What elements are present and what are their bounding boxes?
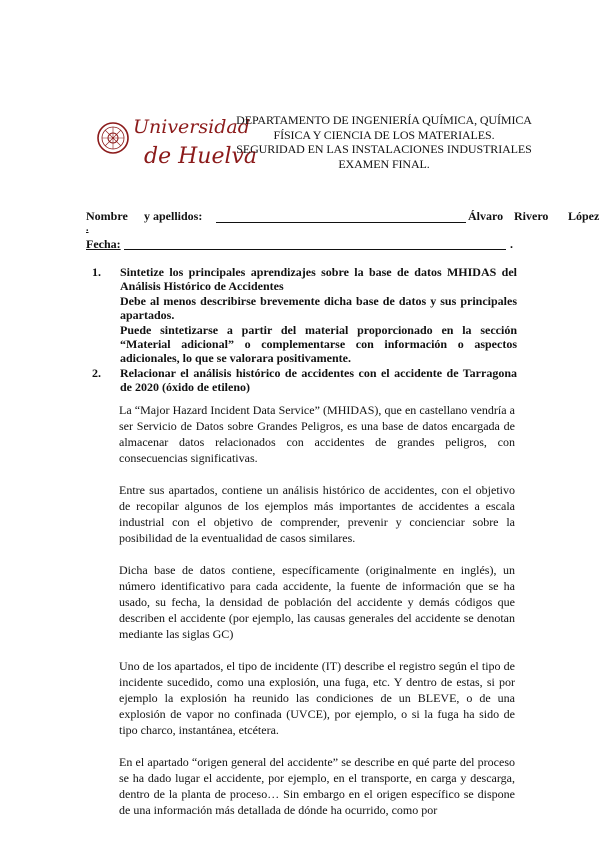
date-field-row: [86, 237, 514, 252]
name-dot: .: [86, 223, 89, 234]
header-line-2: FÍSICA Y CIENCIA DE LOS MATERIALES.: [273, 127, 495, 142]
answer-paragraph: Entre sus apartados, contiene un análisis histórico de accidentes, con el objetivo de recopilar algunos de los ejemplos más importantes de accidentes a escala industrial con el objetivo de comprender, prevenir y concienciar sobre la posibilidad de la eventualidad de casos similares.: [119, 483, 515, 545]
question-text: Puede sintetizarse a partir del material proporcionado en la sección “Material adicional” o complementarse con información o aspectos adicionales, lo que se valorara positivamente.: [120, 322, 517, 366]
question-text: Debe al menos describirse brevemente dicha base de datos y sus principales apartados.: [120, 293, 517, 323]
document-header: [224, 113, 544, 171]
date-underline: [124, 249, 506, 250]
question-2: [92, 366, 517, 395]
surname-label: y apellidos:: [144, 209, 203, 223]
first-name-value: Álvaro: [468, 209, 504, 223]
date-label: Fecha:: [86, 237, 121, 251]
header-line-1: DEPARTAMENTO DE INGENIERÍA QUÍMICA, QUÍMICA: [236, 113, 532, 127]
question-number: 1.: [92, 265, 101, 279]
question-number: 2.: [92, 365, 101, 380]
question-text: Relacionar el análisis histórico de accidentes con el accidente de Tarragona de 2020 (óxido de etileno): [120, 365, 517, 395]
logo-line2: de Huelva: [144, 144, 258, 169]
name-label: Nombre: [86, 209, 128, 223]
university-seal-icon: [96, 100, 258, 178]
answer-paragraph: Uno de los apartados, el tipo de incidente (IT) describe el registro según el tipo de incidente sucedido, como una explosión, una fuga, etc. Y dentro de estas, si por ejemplo la explosión ha reunido las condiciones de un BLEVE, o de una explosión de vapor no confinada (UVCE), por ejemplo, o si la fuga ha sido de tipo charco, instantánea, etcétera.: [119, 659, 515, 737]
header-line-4: EXAMEN FINAL.: [338, 156, 430, 171]
date-end-dot: .: [510, 237, 513, 251]
answer-paragraph: Dicha base de datos contiene, específicamente (originalmente en inglés), un número identificativo para cada accidente, la fuente de información que se ha usado, su fecha, la densidad de población del accidente y demás códigos que describen el accidente (por ejemplo, las causas generales del accidente se denotan mediante las siglas GC): [119, 563, 515, 641]
answer-body: [119, 402, 515, 818]
header-line-3: SEGURIDAD EN LAS INSTALACIONES INDUSTRIALES: [236, 142, 532, 156]
middle-name-value: Rivero: [514, 209, 549, 223]
last-name-value: López: [568, 209, 600, 223]
question-1: [92, 265, 517, 366]
question-text: Sintetize los principales aprendizajes sobre la base de datos MHIDAS del Análisis Histórico de Accidentes: [120, 265, 517, 294]
logo-line1: Universidad: [133, 116, 250, 138]
university-logo: [96, 100, 258, 178]
question-list: [92, 265, 517, 395]
answer-paragraph: La “Major Hazard Incident Data Service” (MHIDAS), que en castellano vendría a ser Servicio de Datos sobre Grandes Peligros, es una base de datos encargada de almacenar datos relacionados con accidentes de grandes peligros, con consecuencias significativas.: [119, 403, 515, 465]
answer-paragraph: En el apartado “origen general del accidente” se describe en qué parte del proceso se ha dado lugar el accidente, por ejemplo, en el transporte, en carga y descarga, dentro de la planta de proceso… Sin embargo en el origen específico se dispone de una información más detallada de dónde ha ocurrido, como por: [119, 755, 515, 817]
